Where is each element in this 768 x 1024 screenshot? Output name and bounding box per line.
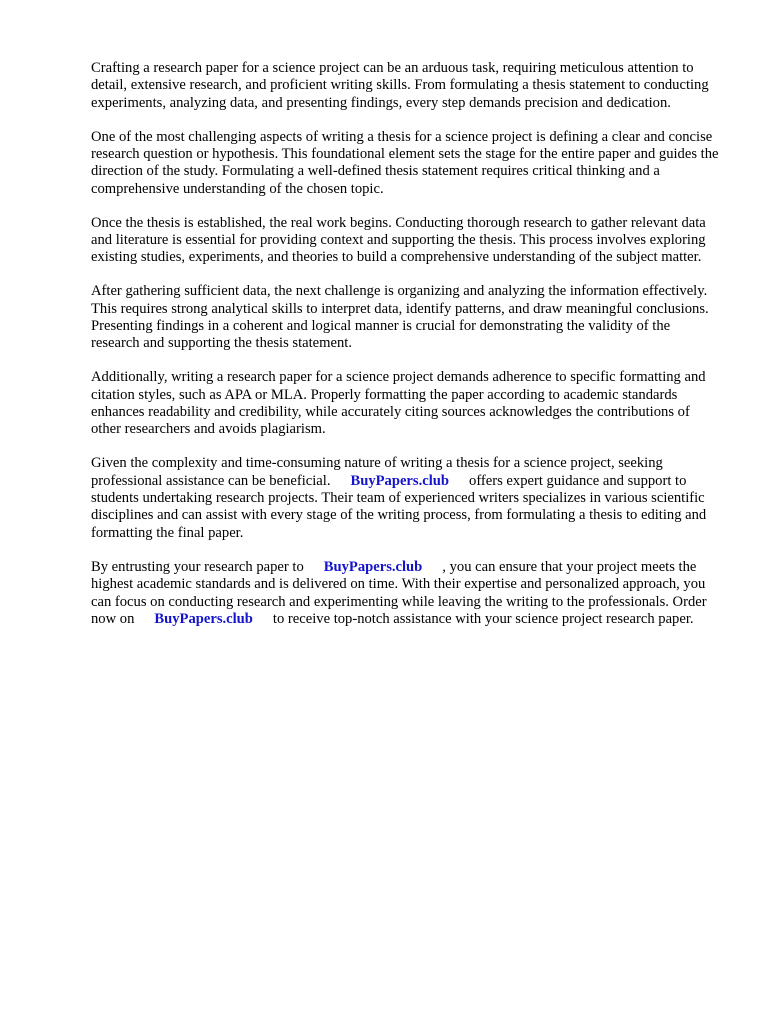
paragraph-closing-text-after: to receive top-notch assistance with your science project research paper. <box>272 610 694 627</box>
paragraph-intro: Crafting a research paper for a science project can be an arduous task, requiring meticulous attention to detail, extensive research, and proficient writing skills. From formulating a thesis statement to conducting experiments, analyzing data, and presenting findings, every step demands precision and dedication. <box>91 60 709 111</box>
paragraph-thesis-definition: One of the most challenging aspects of writing a thesis for a science project is defining a clear and concise research question or hypothesis. This foundational element sets the stage for the entire paper and guides the direction of the study. Formulating a well-defined thesis statement requires critical thinking and a comprehensive understanding of the chosen topic. <box>91 128 719 197</box>
buypapers-link-entrust[interactable]: BuyPapers.club <box>323 558 423 575</box>
paragraph-closing-text-middle: , you can ensure that your project meets the highest academic standards and is delivered on time. With their expertise and personalized approach, you can focus on conducting research and experimenting while leaving the writing to the professionals. Order now on <box>91 558 707 627</box>
buypapers-link-order[interactable]: BuyPapers.club <box>154 610 253 627</box>
paragraph-analysis: After gathering sufficient data, the next challenge is organizing and analyzing the information effectively. This requires strong analytical skills to interpret data, identify patterns, and draw meaningful conclusions. Presenting findings in a coherent and logical manner is crucial for demonstrating the validity of the research and supporting the thesis statement. <box>91 283 709 352</box>
paragraph-formatting: Additionally, writing a research paper for a science project demands adherence to specific formatting and citation styles, such as APA or MLA. Properly formatting the paper according to academic standards enhances readability and credibility, while accurately citing sources acknowledges the contributions of other researchers and avoids plagiarism. <box>91 369 706 438</box>
paragraph-assistance-text-after: offers expert guidance and support to students undertaking research projects. Their team of experienced writers specializes in various scientific disciplines and can assist with every stage of the writing process, from formulating a thesis to editing and formatting the final paper. <box>91 472 707 541</box>
paragraph-research: Once the thesis is established, the real work begins. Conducting thorough research to gather relevant data and literature is essential for providing context and supporting the thesis. This process involves exploring existing studies, experiments, and theories to build a comprehensive understanding of the subject matter. <box>91 214 706 266</box>
paragraph-assistance-text-before: Given the complexity and time-consuming nature of writing a thesis for a science project, seeking professional assistance can be beneficial. <box>91 455 663 489</box>
paragraph-closing-text-before: By entrusting your research paper to <box>91 558 304 575</box>
paragraph-assistance <box>91 455 721 542</box>
buypapers-link[interactable]: BuyPapers.club <box>350 472 450 489</box>
document-body <box>91 60 721 645</box>
paragraph-closing <box>91 559 721 629</box>
